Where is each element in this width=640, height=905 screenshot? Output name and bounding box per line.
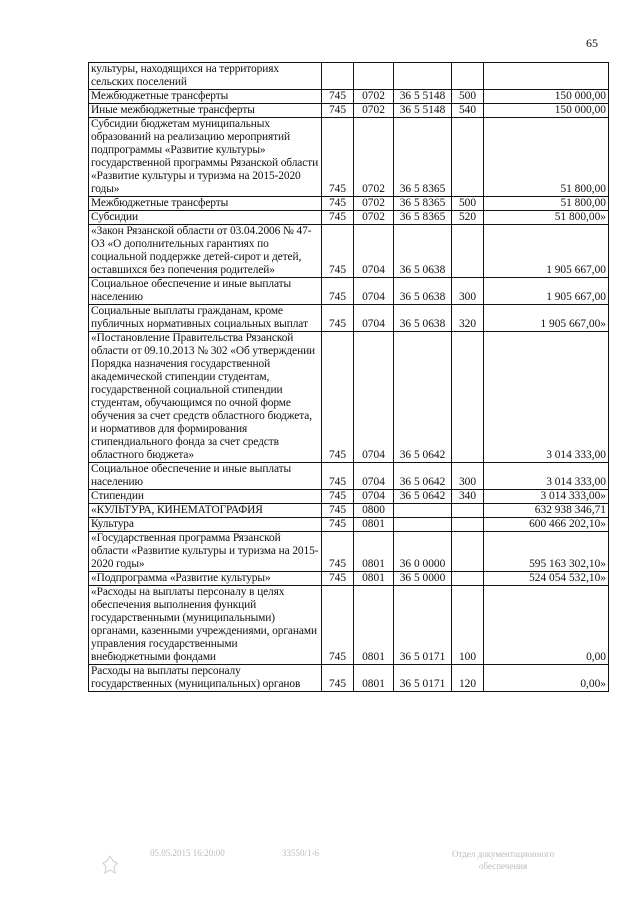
- row-name: «Расходы на выплаты персоналу в целях обеспечения выполнения функций государственными (муниципальными) органами, казенными учреждениями, органами управления государственными внебюджетными фондами: [89, 586, 322, 665]
- amount: 0,00: [484, 586, 609, 665]
- ministry-code: 745: [322, 463, 354, 490]
- table-row: [89, 211, 609, 225]
- row-name: Социальное обеспечение и иные выплаты населению: [89, 463, 322, 490]
- table-row: [89, 490, 609, 504]
- amount: 0,00»: [484, 665, 609, 692]
- row-name: Социальные выплаты гражданам, кроме публичных нормативных социальных выплат: [89, 305, 322, 332]
- expense-type-code: 520: [452, 211, 484, 225]
- section-code: 0702: [354, 104, 394, 118]
- ministry-code: 745: [322, 118, 354, 197]
- section-code: 0801: [354, 532, 394, 572]
- ministry-code: 745: [322, 504, 354, 518]
- table-row: [89, 104, 609, 118]
- amount: 600 466 202,10»: [484, 518, 609, 532]
- row-name: культуры, находящихся на территориях сельских поселений: [89, 63, 322, 90]
- table-row: [89, 665, 609, 692]
- expense-type-code: 340: [452, 490, 484, 504]
- ministry-code: [322, 63, 354, 90]
- amount: 632 938 346,71: [484, 504, 609, 518]
- target-code: 36 5 0638: [394, 305, 452, 332]
- row-name: «Постановление Правительства Рязанской области от 09.10.2013 № 302 «Об утверждении Порядка назначения государственной академической стипендии студентам, государственной социальной стипендии студентам, обучающимся по очной форме обучения за счет средств областного бюджета, и нормативов для формирования стипендиального фонда за счет средств областного бюджета»: [89, 332, 322, 463]
- table-row: [89, 504, 609, 518]
- footer-department-line2: обеспечения: [479, 861, 528, 871]
- table-row: [89, 63, 609, 90]
- expense-type-code: [452, 63, 484, 90]
- amount: 150 000,00: [484, 90, 609, 104]
- target-code: 36 5 0642: [394, 332, 452, 463]
- row-name: Социальное обеспечение и иные выплаты населению: [89, 278, 322, 305]
- row-name: Стипендии: [89, 490, 322, 504]
- amount: 150 000,00: [484, 104, 609, 118]
- expense-type-code: [452, 332, 484, 463]
- expense-type-code: [452, 118, 484, 197]
- expense-type-code: 300: [452, 463, 484, 490]
- table-row: [89, 197, 609, 211]
- amount: 1 905 667,00: [484, 225, 609, 278]
- table-row: [89, 90, 609, 104]
- ministry-code: 745: [322, 211, 354, 225]
- amount: 595 163 302,10»: [484, 532, 609, 572]
- ministry-code: 745: [322, 572, 354, 586]
- row-name: Культура: [89, 518, 322, 532]
- row-name: Субсидии бюджетам муниципальных образований на реализацию мероприятий подпрограммы «Развитие культуры» государственной программы Рязанской области «Развитие культуры и туризма на 2015-2020 годы»: [89, 118, 322, 197]
- ministry-code: 745: [322, 197, 354, 211]
- section-code: 0800: [354, 504, 394, 518]
- section-code: 0704: [354, 490, 394, 504]
- section-code: 0801: [354, 586, 394, 665]
- expense-type-code: [452, 225, 484, 278]
- ministry-code: 745: [322, 332, 354, 463]
- amount: 51 800,00: [484, 118, 609, 197]
- row-name: Межбюджетные трансферты: [89, 197, 322, 211]
- row-name: Субсидии: [89, 211, 322, 225]
- target-code: [394, 63, 452, 90]
- target-code: 36 5 0638: [394, 278, 452, 305]
- section-code: 0801: [354, 572, 394, 586]
- section-code: 0704: [354, 463, 394, 490]
- row-name: Расходы на выплаты персоналу государственных (муниципальных) органов: [89, 665, 322, 692]
- table-row: [89, 586, 609, 665]
- target-code: 36 5 0171: [394, 665, 452, 692]
- target-code: 36 5 5148: [394, 90, 452, 104]
- amount: 3 014 333,00»: [484, 490, 609, 504]
- ministry-code: 745: [322, 90, 354, 104]
- budget-table-body: [89, 63, 609, 692]
- section-code: [354, 63, 394, 90]
- target-code: 36 5 0171: [394, 586, 452, 665]
- target-code: [394, 504, 452, 518]
- expense-type-code: 320: [452, 305, 484, 332]
- amount: [484, 63, 609, 90]
- target-code: 36 5 8365: [394, 211, 452, 225]
- amount: 51 800,00»: [484, 211, 609, 225]
- table-row: [89, 225, 609, 278]
- table-row: [89, 532, 609, 572]
- ministry-code: 745: [322, 518, 354, 532]
- expense-type-code: [452, 572, 484, 586]
- row-name: «Государственная программа Рязанской области «Развитие культуры и туризма на 2015-2020 годы»: [89, 532, 322, 572]
- expense-type-code: 100: [452, 586, 484, 665]
- footer-department-line1: Отдел документационного: [452, 849, 555, 859]
- target-code: 36 5 0638: [394, 225, 452, 278]
- expense-type-code: 540: [452, 104, 484, 118]
- expense-type-code: [452, 532, 484, 572]
- target-code: 36 5 0642: [394, 490, 452, 504]
- ministry-code: 745: [322, 586, 354, 665]
- table-row: [89, 463, 609, 490]
- table-row: [89, 305, 609, 332]
- expense-type-code: [452, 518, 484, 532]
- section-code: 0702: [354, 90, 394, 104]
- row-name: «КУЛЬТУРА, КИНЕМАТОГРАФИЯ: [89, 504, 322, 518]
- expense-type-code: [452, 504, 484, 518]
- section-code: 0702: [354, 118, 394, 197]
- footer-doc-number: 33550/1-6: [282, 848, 319, 858]
- amount: 524 054 532,10»: [484, 572, 609, 586]
- ministry-code: 745: [322, 225, 354, 278]
- ministry-code: 745: [322, 278, 354, 305]
- section-code: 0702: [354, 197, 394, 211]
- amount: 3 014 333,00: [484, 463, 609, 490]
- target-code: 36 5 8365: [394, 197, 452, 211]
- section-code: 0801: [354, 665, 394, 692]
- table-row: [89, 518, 609, 532]
- footer-department: [452, 848, 554, 872]
- section-code: 0702: [354, 211, 394, 225]
- expense-type-code: 500: [452, 90, 484, 104]
- row-name: «Закон Рязанской области от 03.04.2006 № 47-ОЗ «О дополнительных гарантиях по социальной поддержке детей-сирот и детей, оставшихся без попечения родителей»: [89, 225, 322, 278]
- target-code: 36 5 8365: [394, 118, 452, 197]
- amount: 51 800,00: [484, 197, 609, 211]
- footer-date: 05.05.2015 16:20:00: [150, 848, 225, 858]
- target-code: 36 0 0000: [394, 532, 452, 572]
- target-code: 36 5 0642: [394, 463, 452, 490]
- emblem-icon: [100, 854, 120, 876]
- expense-type-code: 500: [452, 197, 484, 211]
- section-code: 0801: [354, 518, 394, 532]
- expense-type-code: 120: [452, 665, 484, 692]
- amount: 1 905 667,00»: [484, 305, 609, 332]
- target-code: 36 5 0000: [394, 572, 452, 586]
- ministry-code: 745: [322, 665, 354, 692]
- amount: 3 014 333,00: [484, 332, 609, 463]
- section-code: 0704: [354, 332, 394, 463]
- row-name: «Подпрограмма «Развитие культуры»: [89, 572, 322, 586]
- table-row: [89, 332, 609, 463]
- row-name: Иные межбюджетные трансферты: [89, 104, 322, 118]
- table-row: [89, 278, 609, 305]
- page-number: 65: [586, 36, 598, 50]
- target-code: [394, 518, 452, 532]
- section-code: 0704: [354, 225, 394, 278]
- table-row: [89, 118, 609, 197]
- budget-table: [88, 62, 609, 692]
- ministry-code: 745: [322, 532, 354, 572]
- ministry-code: 745: [322, 305, 354, 332]
- target-code: 36 5 5148: [394, 104, 452, 118]
- ministry-code: 745: [322, 104, 354, 118]
- table-row: [89, 572, 609, 586]
- amount: 1 905 667,00: [484, 278, 609, 305]
- section-code: 0704: [354, 305, 394, 332]
- ministry-code: 745: [322, 490, 354, 504]
- section-code: 0704: [354, 278, 394, 305]
- row-name: Межбюджетные трансферты: [89, 90, 322, 104]
- expense-type-code: 300: [452, 278, 484, 305]
